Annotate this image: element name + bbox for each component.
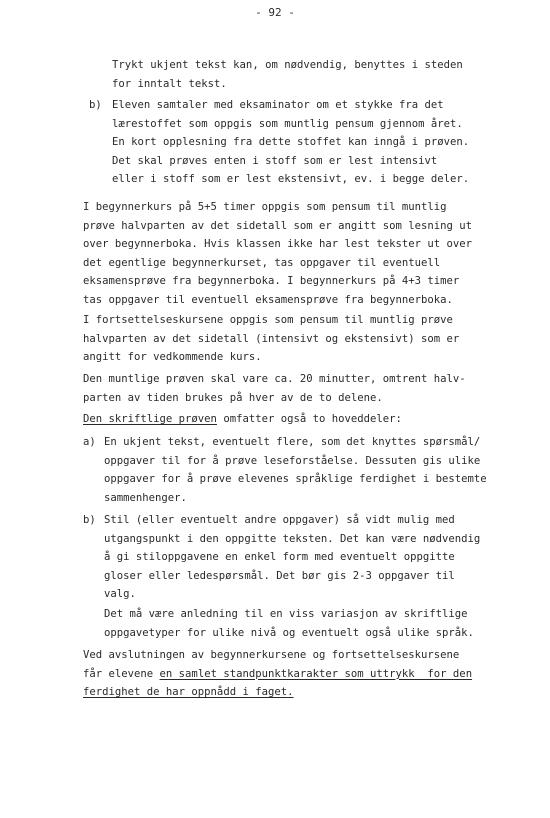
closing-paragraph [83, 646, 472, 702]
text-line: for inntalt tekst. [112, 77, 227, 90]
continuation-paragraph [83, 311, 459, 367]
text-line: Stil (eller eventuelt andre oppgaver) så vidt mulig med [104, 514, 455, 526]
text-line: eller i stoff som er lest ekstensivt, ev. i begge deler. [112, 173, 470, 185]
text-line: utgangspunkt i den oppgitte teksten. Det kan være nødvendig [104, 532, 481, 545]
page-number: - 92 - [255, 6, 295, 19]
text-line: Trykt ukjent tekst kan, om nødvendig, benyttes i steden [112, 59, 463, 71]
text-line: gloser eller ledespørsmål. Det bør gis 2-3 oppgaver til [104, 569, 455, 582]
written-exam-heading [83, 410, 402, 429]
text-line: oppgaver for å prøve elevenes språklige ferdighet i bestemte [104, 473, 487, 485]
text-line: valg. [104, 588, 136, 600]
text-line: halvparten av det sidetall (intensivt og ekstensivt) som er [83, 332, 460, 345]
text-line: angitt for vedkommende kurs. [83, 351, 262, 363]
text-line: En ukjent tekst, eventuelt flere, som det knyttes spørsmål/ [104, 436, 481, 448]
text-line: eksamensprøve fra begynnerboka. I begynnerkurs på 4+3 timer [83, 275, 460, 287]
duration-paragraph [83, 370, 466, 407]
text-line: Den muntlige prøven skal vare ca. 20 minutter, omtrent halv- [83, 373, 466, 385]
text-line: parten av tiden brukes på hver av de to delene. [83, 391, 383, 404]
variation-note [104, 605, 474, 642]
text-line: oppgavetyper for ulike nivå og eventuelt også ulike språk. [104, 626, 474, 639]
text-line: å gi stiloppgavene en enkel form med eventuelt oppgitte [104, 551, 455, 563]
beginner-paragraph [83, 198, 472, 309]
underlined-text: ferdighet de har oppnådd i faget [83, 686, 288, 698]
text-fragment: får elevene [83, 667, 160, 680]
underlined-text: en samlet standpunktkarakter som uttrykk for den [159, 667, 473, 680]
text-line: det egentlige begynnerkurset, tas oppgaver til eventuell [83, 256, 441, 269]
text-line: I begynnerkurs på 5+5 timer oppgis som pensum til muntlig [83, 201, 447, 213]
intro-paragraph [112, 56, 463, 93]
text-line: sammenhenger. [104, 491, 187, 504]
text-line: En kort opplesning fra dette stoffet kan inngå i prøven. [112, 136, 470, 148]
text-line: tas oppgaver til eventuell eksamensprøve fra begynnerboka. [83, 293, 453, 306]
written-item-b [104, 511, 480, 604]
list-marker: b) [89, 99, 102, 111]
written-item-a [104, 433, 487, 507]
list-marker: b) [83, 514, 96, 526]
text-line: I fortsettelseskursene oppgis som pensum til muntlig prøve [83, 314, 453, 326]
text-line: Det må være anledning til en viss variasjon av skriftlige [104, 608, 468, 620]
text-line: prøve halvparten av det sidetall som er angitt som lesning ut [83, 219, 473, 232]
text-line: oppgaver til for å prøve leseforståelse. Dessuten gis ulike [104, 454, 481, 467]
text-line: Det skal prøves enten i stoff som er lest intensivt [112, 154, 438, 167]
text-line: Ved avslutningen av begynnerkursene og fortsettelseskursene [83, 649, 460, 661]
oral-item-b [112, 96, 469, 189]
text-fragment: . [287, 686, 294, 698]
list-marker: a) [83, 436, 96, 448]
heading-rest: omfatter også to hoveddeler: [216, 413, 402, 425]
text-line: over begynnerboka. Hvis klassen ikke har lest tekster ut over [83, 238, 473, 250]
text-line: lærestoffet som oppgis som muntlig pensum gjennom året. [112, 117, 463, 130]
underlined-heading: Den skriftlige prøven [83, 413, 217, 425]
text-line: Eleven samtaler med eksaminator om et stykke fra det [112, 99, 444, 111]
